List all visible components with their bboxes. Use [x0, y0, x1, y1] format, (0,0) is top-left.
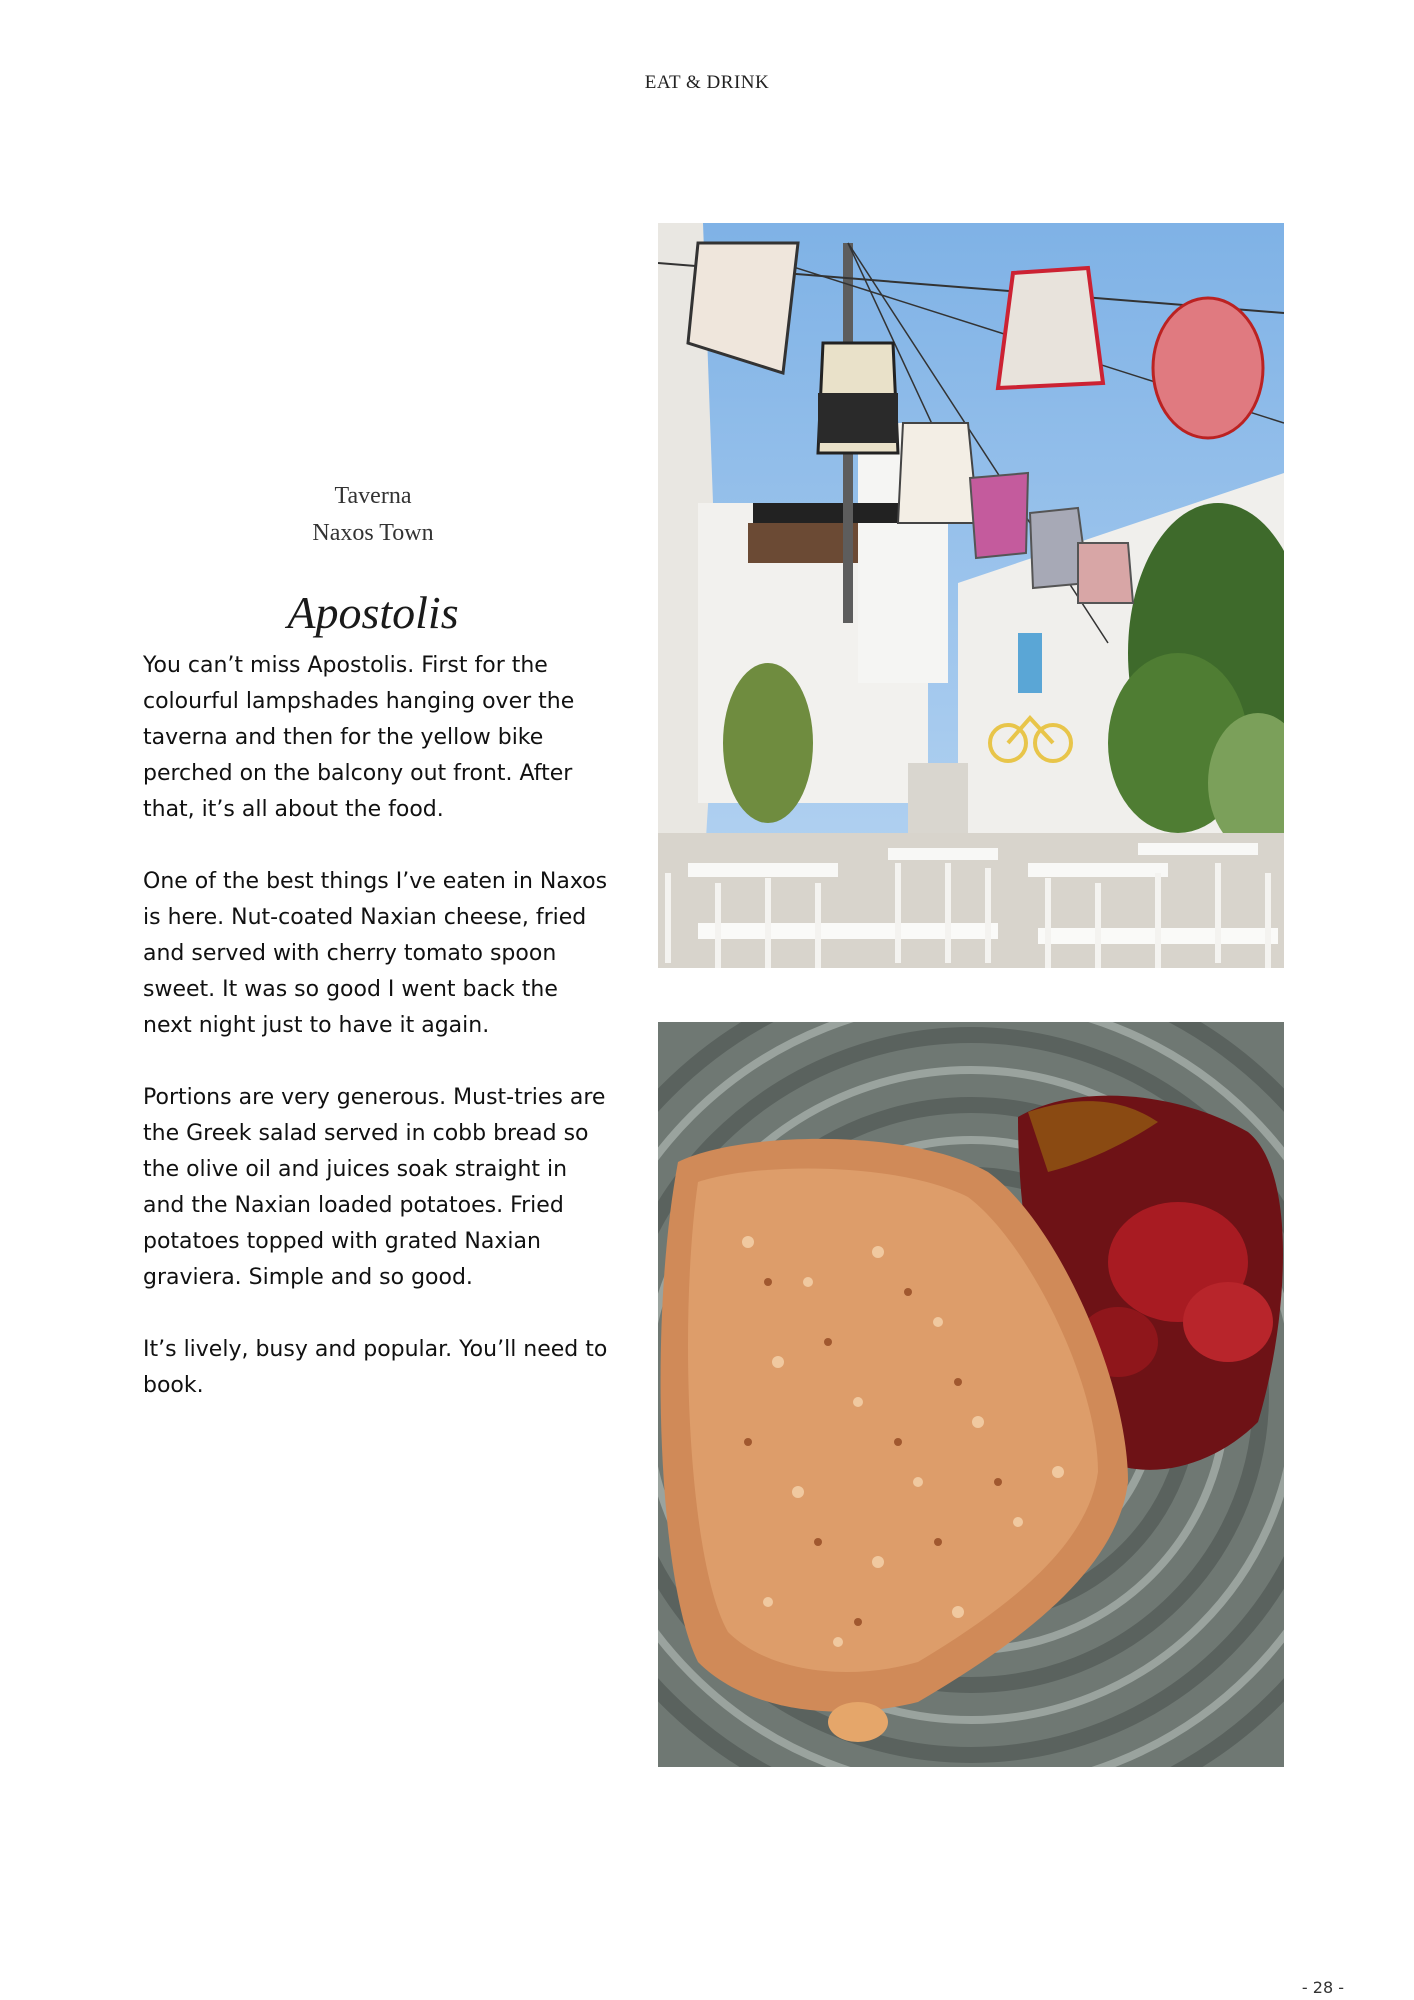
venue-title: Apostolis [287, 587, 459, 638]
venue-type: Taverna [334, 483, 412, 509]
page-number: - 28 - [1301, 1978, 1344, 1997]
fried-cheese-photo [658, 1022, 1284, 1767]
venue-meta [143, 478, 603, 552]
section-header: EAT & DRINK [644, 72, 770, 93]
article-paragraph: It’s lively, busy and popular. You’ll need to book. [143, 1337, 608, 1398]
article-paragraph: You can’t miss Apostolis. First for the colourful lampshades hanging over the taverna and then for the yellow bike perched on the balcony out front. After that, it’s all about the food. [143, 653, 575, 822]
taverna-street-photo [658, 223, 1284, 968]
article-body [143, 648, 613, 1440]
article-paragraph: One of the best things I’ve eaten in Naxos is here. Nut-coated Naxian cheese, fried and served with cherry tomato spoon sweet. It was so good I went back the next night just to have it again. [143, 869, 608, 1038]
article-paragraph: Portions are very generous. Must-tries are the Greek salad served in cobb bread so the olive oil and juices soak straight in and the Naxian loaded potatoes. Fried potatoes topped with grated Naxian graviera. Simple and so good. [143, 1085, 606, 1290]
venue-location: Naxos Town [312, 520, 434, 546]
